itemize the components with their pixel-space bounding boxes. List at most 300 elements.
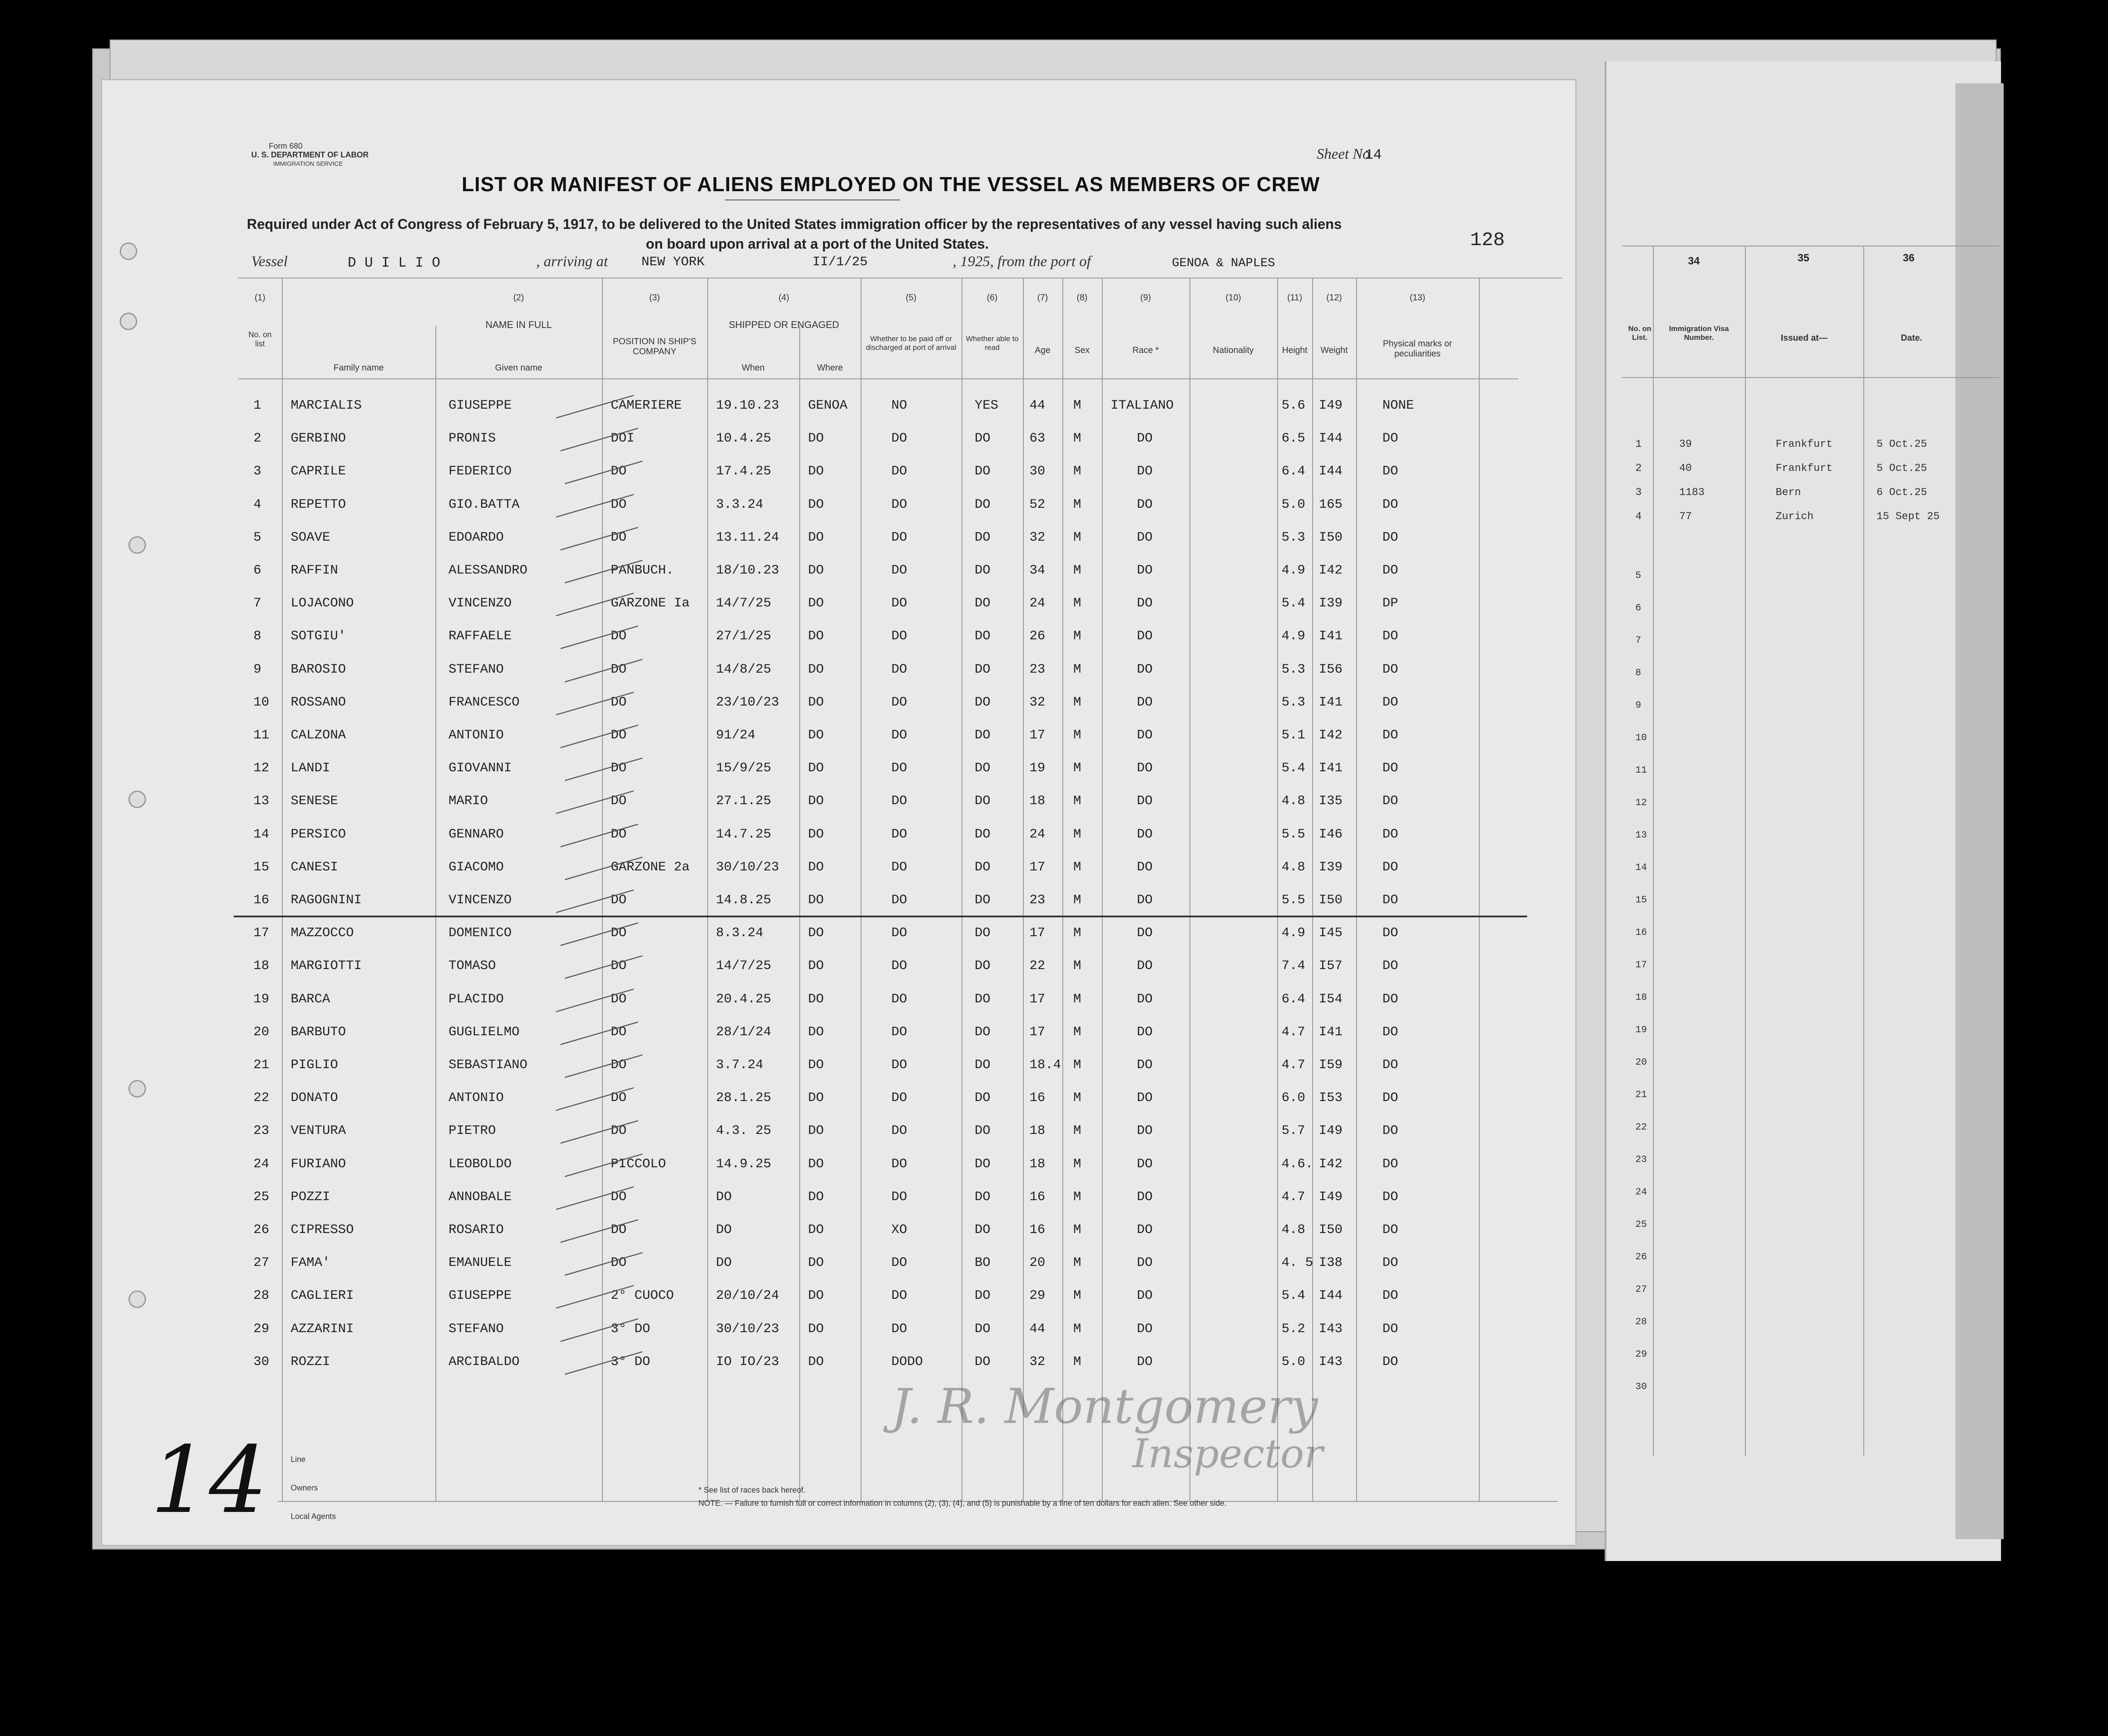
height-cell: 4.6.	[1282, 1156, 1314, 1172]
col-13-number: (13)	[1410, 293, 1425, 303]
height-cell: 4.8	[1282, 1223, 1306, 1237]
given-name-cell: ALESSANDRO	[449, 563, 528, 578]
paid-off-cell: DO	[891, 859, 908, 875]
family-name-cell: CIPRESSO	[291, 1223, 354, 1237]
shipped-when-cell: 14/7/25	[716, 959, 772, 974]
given-name-cell: PRONIS	[449, 431, 496, 446]
family-name-cell: SOTGIU'	[291, 629, 346, 644]
position-cell: DO	[611, 991, 627, 1007]
able-to-read-cell: DO	[975, 761, 991, 776]
arrival-port: NEW YORK	[641, 255, 705, 270]
paid-off-cell: DO	[891, 629, 908, 644]
given-name-cell: PLACIDO	[449, 991, 504, 1007]
paid-off-cell: DO	[891, 893, 908, 908]
age-cell: 16	[1029, 1223, 1046, 1237]
family-name-cell: CALZONA	[291, 728, 346, 743]
sex-cell: M	[1073, 761, 1082, 776]
given-name-cell: GIO.BATTA	[449, 497, 520, 512]
age-cell: 18	[1029, 1156, 1046, 1172]
shipped-when-cell: 3.3.24	[716, 497, 764, 512]
family-name-cell: BAROSIO	[291, 662, 346, 677]
paid-off-cell: DO	[891, 1024, 908, 1040]
family-name-cell: FAMA'	[291, 1255, 331, 1271]
col-34-number: 34	[1688, 255, 1700, 267]
able-to-read-cell: DO	[975, 728, 991, 743]
paid-off-cell: DO	[891, 1321, 908, 1337]
given-name-cell: FEDERICO	[449, 464, 512, 479]
row-number-cell: 21	[253, 1058, 270, 1073]
col-given-name-header: Given name	[495, 363, 542, 373]
sex-cell: M	[1073, 991, 1082, 1007]
position-cell: DO	[611, 926, 627, 941]
shipped-when-cell: 91/24	[716, 728, 756, 743]
row-number-cell: 11	[253, 728, 270, 743]
shipped-where-cell: DO	[808, 1156, 824, 1172]
row-number-cell: 27	[253, 1255, 270, 1271]
right-row-number: 9	[1635, 700, 1642, 711]
position-cell: DO	[611, 629, 627, 644]
race-cell: DO	[1137, 827, 1153, 842]
shipped-where-cell: DO	[808, 695, 824, 710]
col-marks-header: Physical marks or peculiarities	[1383, 339, 1452, 359]
issued-at: Frankfurt	[1776, 463, 1833, 474]
row-number-cell: 20	[253, 1024, 270, 1040]
weight-cell: I38	[1319, 1255, 1343, 1271]
row-number-cell: 18	[253, 959, 270, 974]
able-to-read-cell: DO	[975, 1123, 991, 1139]
shipped-when-cell: 20/10/24	[716, 1288, 780, 1304]
col-10-number: (10)	[1225, 293, 1241, 303]
row-number-cell: 16	[253, 893, 270, 908]
able-to-read-cell: DO	[975, 497, 991, 512]
able-to-read-cell: DO	[975, 859, 991, 875]
binder-hole	[128, 791, 146, 808]
shipped-where-cell: DO	[808, 563, 824, 578]
given-name-cell: GIUSEPPE	[449, 398, 512, 413]
position-cell: DO	[611, 1058, 627, 1073]
weight-cell: I49	[1319, 1123, 1343, 1139]
col-rule	[961, 278, 962, 1501]
visa-number-header: Immigration Visa Number.	[1669, 324, 1729, 342]
sex-cell: M	[1073, 530, 1082, 545]
col-1-number: (1)	[254, 293, 266, 303]
shipped-where-cell: DO	[808, 464, 824, 479]
manifest-sheet	[101, 79, 1577, 1546]
row-number-cell: 22	[253, 1091, 270, 1106]
col-height-header: Height	[1282, 346, 1307, 355]
position-cell: DO	[611, 1189, 627, 1205]
weight-cell: I44	[1319, 431, 1343, 446]
col-5-number: (5)	[905, 293, 917, 303]
shipped-when-cell: 30/10/23	[716, 859, 780, 875]
right-row-number: 25	[1635, 1219, 1647, 1230]
able-to-read-cell: DO	[975, 662, 991, 677]
issued-at-header: Issued at—	[1780, 333, 1828, 343]
col-8-number: (8)	[1076, 293, 1088, 303]
row-number-cell: 15	[253, 859, 270, 875]
right-row-number: 12	[1635, 797, 1647, 808]
height-cell: 5.1	[1282, 728, 1306, 743]
visa-date: 5 Oct.25	[1877, 463, 1927, 474]
given-name-cell: DOMENICO	[449, 926, 512, 941]
weight-cell: I41	[1319, 695, 1343, 710]
position-cell: DO	[611, 1255, 627, 1271]
given-name-cell: EMANUELE	[449, 1255, 512, 1271]
position-cell: DO	[611, 1091, 627, 1106]
race-cell: DO	[1137, 1321, 1153, 1337]
arriving-label: , arriving at	[536, 253, 608, 270]
col-position-header: POSITION IN SHIP'S COMPANY	[612, 337, 697, 356]
able-to-read-cell: DO	[975, 596, 991, 611]
inspector-signature: J. R. Montgomery	[891, 1378, 1318, 1434]
sex-cell: M	[1073, 662, 1082, 677]
race-cell: DO	[1137, 464, 1153, 479]
subtitle-line-1: Required under Act of Congress of February 5, 1917, to be delivered to the United States immigration officer by the representatives of any vessel having such aliens	[247, 216, 1342, 232]
shipped-where-cell: GENOA	[808, 398, 848, 413]
right-row-number: 30	[1635, 1381, 1647, 1392]
right-row-number: 7	[1635, 635, 1642, 646]
vessel-name: D U I L I O	[348, 255, 441, 271]
physical-marks-cell: DO	[1382, 1123, 1399, 1139]
manifest-title: LIST OR MANIFEST OF ALIENS EMPLOYED ON THE VESSEL AS MEMBERS OF CREW	[462, 173, 1320, 196]
able-to-read-cell: DO	[975, 1156, 991, 1172]
col-6-number: (6)	[986, 293, 998, 303]
col-3-number: (3)	[649, 293, 660, 303]
able-to-read-cell: YES	[975, 398, 999, 413]
col-rule	[799, 326, 800, 1501]
row-number-cell: 4	[253, 497, 262, 512]
position-cell: PANBUCH.	[611, 563, 674, 578]
shipped-when-cell: 17.4.25	[716, 464, 772, 479]
able-to-read-cell: DO	[975, 629, 991, 644]
physical-marks-cell: DO	[1382, 1288, 1399, 1304]
right-row-number: 11	[1635, 765, 1647, 776]
age-cell: 17	[1029, 926, 1046, 941]
able-to-read-cell: DO	[975, 1321, 991, 1337]
subtitle-line-2: on board upon arrival at a port of the United States.	[646, 236, 989, 252]
physical-marks-cell: DO	[1382, 728, 1399, 743]
position-cell: DO	[611, 1123, 627, 1139]
height-cell: 5.3	[1282, 662, 1306, 677]
shipped-where-cell: DO	[808, 1321, 824, 1337]
physical-marks-cell: DO	[1382, 1189, 1399, 1205]
col-rule	[435, 326, 436, 1501]
date-header: Date.	[1901, 333, 1923, 343]
given-name-cell: ANNOBALE	[449, 1189, 512, 1205]
weight-cell: I42	[1319, 728, 1343, 743]
height-cell: 5.6	[1282, 398, 1306, 413]
col-rule	[861, 278, 862, 1501]
given-name-cell: MARIO	[449, 794, 488, 809]
shipped-where-cell: DO	[808, 959, 824, 974]
col-rule	[1479, 278, 1480, 1501]
able-to-read-cell: BO	[975, 1255, 991, 1271]
able-to-read-cell: DO	[975, 1288, 991, 1304]
right-row-number: 22	[1635, 1122, 1647, 1133]
position-cell: DO	[611, 1024, 627, 1040]
shipped-when-cell: 8.3.24	[716, 926, 764, 941]
paid-off-cell: DO	[891, 794, 908, 809]
col-rule	[282, 278, 283, 1501]
row-number-cell: 8	[253, 629, 262, 644]
service: IMMIGRATION SERVICE	[273, 160, 343, 167]
right-row-number: 4	[1635, 511, 1642, 523]
position-cell: DO	[611, 1223, 627, 1237]
given-name-cell: ROSARIO	[449, 1223, 504, 1237]
age-cell: 44	[1029, 398, 1046, 413]
family-name-cell: CAGLIERI	[291, 1288, 354, 1304]
sex-cell: M	[1073, 1123, 1082, 1139]
weight-cell: I42	[1319, 563, 1343, 578]
row-number-cell: 30	[253, 1354, 270, 1369]
shipped-where-cell: DO	[808, 728, 824, 743]
weight-cell: I39	[1319, 859, 1343, 875]
sex-cell: M	[1073, 859, 1082, 875]
sex-cell: M	[1073, 794, 1082, 809]
family-name-cell: CAPRILE	[291, 464, 346, 479]
right-row-number: 18	[1635, 992, 1647, 1003]
row-number-cell: 1	[253, 398, 262, 413]
right-no-header: No. on List.	[1628, 324, 1652, 342]
physical-marks-cell: DO	[1382, 926, 1399, 941]
height-cell: 5.0	[1282, 1354, 1306, 1369]
height-cell: 4. 5	[1282, 1255, 1314, 1271]
col-4-number: (4)	[778, 293, 790, 303]
age-cell: 18	[1029, 1123, 1046, 1139]
given-name-cell: LEOBOLDO	[449, 1156, 512, 1172]
family-name-cell: VENTURA	[291, 1123, 346, 1139]
position-cell: DO	[611, 827, 627, 842]
family-name-cell: MAZZOCCO	[291, 926, 354, 941]
row-number-cell: 17	[253, 926, 270, 941]
row-number-cell: 3	[253, 464, 262, 479]
given-name-cell: GIOVANNI	[449, 761, 512, 776]
shipped-where-cell: DO	[808, 1223, 824, 1237]
paid-off-cell: DO	[891, 959, 908, 974]
shipped-when-cell: 20.4.25	[716, 991, 772, 1007]
race-cell: DO	[1137, 530, 1153, 545]
given-name-cell: TOMASO	[449, 959, 496, 974]
row-number-cell: 9	[253, 662, 262, 677]
col-rule	[1189, 278, 1190, 1501]
position-cell: 3° DO	[611, 1321, 651, 1337]
shipped-where-cell: DO	[808, 1288, 824, 1304]
weight-cell: I41	[1319, 1024, 1343, 1040]
weight-cell: I54	[1319, 991, 1343, 1007]
weight-cell: I43	[1319, 1321, 1343, 1337]
row-number-cell: 7	[253, 596, 262, 611]
given-name-cell: RAFFAELE	[449, 629, 512, 644]
given-name-cell: GUGLIELMO	[449, 1024, 520, 1040]
right-row-number: 5	[1635, 570, 1642, 581]
height-cell: 5.5	[1282, 893, 1306, 908]
height-cell: 4.8	[1282, 859, 1306, 875]
shipped-where-cell: DO	[808, 431, 824, 446]
shipped-where-cell: DO	[808, 1255, 824, 1271]
weight-cell: I35	[1319, 794, 1343, 809]
race-cell: DO	[1137, 1354, 1153, 1369]
position-cell: DO	[611, 497, 627, 512]
shipped-where-cell: DO	[808, 991, 824, 1007]
able-to-read-cell: DO	[975, 959, 991, 974]
binder-hole	[128, 1290, 146, 1308]
right-row-number: 3	[1635, 487, 1642, 499]
position-cell: DO	[611, 893, 627, 908]
family-name-cell: ROZZI	[291, 1354, 331, 1369]
row-number-cell: 2	[253, 431, 262, 446]
visa-date: 15 Sept 25	[1877, 511, 1940, 523]
col-nationality-header: Nationality	[1213, 346, 1254, 355]
race-cell: DO	[1137, 1156, 1153, 1172]
paid-off-cell: DO	[891, 596, 908, 611]
race-cell: DO	[1137, 431, 1153, 446]
given-name-cell: GIACOMO	[449, 859, 504, 875]
physical-marks-cell: DO	[1382, 794, 1399, 809]
able-to-read-cell: DO	[975, 530, 991, 545]
col-7-number: (7)	[1037, 293, 1048, 303]
race-cell: DO	[1137, 1223, 1153, 1237]
sex-cell: M	[1073, 728, 1082, 743]
shipped-when-cell: 30/10/23	[716, 1321, 780, 1337]
sex-cell: M	[1073, 959, 1082, 974]
shipped-where-cell: DO	[808, 1091, 824, 1106]
paid-off-cell: DO	[891, 530, 908, 545]
right-row-number: 23	[1635, 1154, 1647, 1165]
paid-off-cell: DO	[891, 695, 908, 710]
physical-marks-cell: DO	[1382, 1321, 1399, 1337]
sex-cell: M	[1073, 1255, 1082, 1271]
race-cell: DO	[1137, 1288, 1153, 1304]
shipped-where-cell: DO	[808, 530, 824, 545]
col-sex-header: Sex	[1074, 346, 1090, 355]
right-row-number: 15	[1635, 895, 1647, 905]
race-cell: DO	[1137, 497, 1153, 512]
shipped-when-cell: 10.4.25	[716, 431, 772, 446]
height-cell: 5.3	[1282, 695, 1306, 710]
age-cell: 34	[1029, 563, 1046, 578]
sheet-number: 14	[1365, 147, 1382, 163]
col-age-header: Age	[1035, 346, 1050, 355]
sex-cell: M	[1073, 1223, 1082, 1237]
family-name-cell: SOAVE	[291, 530, 331, 545]
position-cell: GARZONE 2a	[611, 859, 690, 875]
family-name-cell: POZZI	[291, 1189, 331, 1205]
shipped-where-cell: DO	[808, 596, 824, 611]
sex-cell: M	[1073, 1058, 1082, 1073]
physical-marks-cell: DO	[1382, 893, 1399, 908]
weight-cell: I45	[1319, 926, 1343, 941]
header-bottom-rule	[238, 378, 1518, 379]
sex-cell: M	[1073, 827, 1082, 842]
shipped-where-cell: DO	[808, 761, 824, 776]
able-to-read-cell: DO	[975, 827, 991, 842]
right-header-rule	[1622, 377, 1999, 378]
shipped-when-cell: 27/1/25	[716, 629, 772, 644]
shipped-when-cell: 15/9/25	[716, 761, 772, 776]
shipped-when-cell: 14.8.25	[716, 893, 772, 908]
family-name-cell: MARCIALIS	[291, 398, 362, 413]
shipped-where-cell: DO	[808, 827, 824, 842]
issued-at: Zurich	[1776, 511, 1814, 523]
physical-marks-cell: DO	[1382, 1354, 1399, 1369]
weight-cell: I56	[1319, 662, 1343, 677]
right-row-number: 6	[1635, 602, 1642, 613]
race-cell: DO	[1137, 695, 1153, 710]
weight-cell: I50	[1319, 530, 1343, 545]
right-row-number: 29	[1635, 1349, 1647, 1360]
col-rule	[1312, 278, 1313, 1501]
col-paid-off-header: Whether to be paid off or discharged at port of arrival	[866, 335, 956, 352]
sex-cell: M	[1073, 1156, 1082, 1172]
height-cell: 5.7	[1282, 1123, 1306, 1139]
shipped-when-cell: 3.7.24	[716, 1058, 764, 1073]
right-row-number: 20	[1635, 1057, 1647, 1068]
given-name-cell: STEFANO	[449, 662, 504, 677]
row-number-cell: 26	[253, 1223, 270, 1237]
height-cell: 7.4	[1282, 959, 1306, 974]
issued-at: Frankfurt	[1776, 438, 1833, 450]
weight-cell: I49	[1319, 398, 1343, 413]
line-label: Line	[291, 1455, 306, 1464]
weight-cell: I43	[1319, 1354, 1343, 1369]
age-cell: 20	[1029, 1255, 1046, 1271]
shipped-when-cell: 19.10.23	[716, 398, 780, 413]
right-sheet-edge	[1955, 83, 2004, 1539]
physical-marks-cell: NONE	[1382, 398, 1414, 413]
col-rule	[1062, 278, 1063, 1501]
family-name-cell: ROSSANO	[291, 695, 346, 710]
binder-hole	[128, 536, 146, 554]
shipped-when-cell: 14.9.25	[716, 1156, 772, 1172]
weight-cell: I44	[1319, 1288, 1343, 1304]
age-cell: 26	[1029, 629, 1046, 644]
right-row-number: 1	[1635, 438, 1642, 450]
age-cell: 30	[1029, 464, 1046, 479]
family-name-cell: PERSICO	[291, 827, 346, 842]
sex-cell: M	[1073, 926, 1082, 941]
right-col-rule	[1863, 246, 1864, 1456]
given-name-cell: SEBASTIANO	[449, 1058, 528, 1073]
visa-number: 39	[1679, 438, 1692, 450]
shipped-when-cell: 13.11.24	[716, 530, 780, 545]
able-to-read-cell: DO	[975, 1091, 991, 1106]
weight-cell: I41	[1319, 761, 1343, 776]
paid-off-cell: DO	[891, 1189, 908, 1205]
binder-hole	[120, 242, 137, 260]
physical-marks-cell: DO	[1382, 530, 1399, 545]
shipped-when-cell: 28.1.25	[716, 1091, 772, 1106]
right-row-number: 26	[1635, 1251, 1647, 1262]
sex-cell: M	[1073, 1024, 1082, 1040]
col-rule	[707, 278, 708, 1501]
age-cell: 23	[1029, 893, 1046, 908]
paid-off-cell: DO	[891, 827, 908, 842]
family-name-cell: BARCA	[291, 991, 331, 1007]
age-cell: 23	[1029, 662, 1046, 677]
given-name-cell: PIETRO	[449, 1123, 496, 1139]
physical-marks-cell: DO	[1382, 1223, 1399, 1237]
shipped-when-cell: 23/10/23	[716, 695, 780, 710]
col-weight-header: Weight	[1321, 346, 1348, 355]
physical-marks-cell: DO	[1382, 1255, 1399, 1271]
height-cell: 5.4	[1282, 596, 1306, 611]
race-cell: DO	[1137, 629, 1153, 644]
given-name-cell: GIUSEPPE	[449, 1288, 512, 1304]
position-cell: CAMERIERE	[611, 398, 682, 413]
able-to-read-cell: DO	[975, 1024, 991, 1040]
paid-off-cell: XO	[891, 1223, 908, 1237]
shipped-where-cell: DO	[808, 1024, 824, 1040]
